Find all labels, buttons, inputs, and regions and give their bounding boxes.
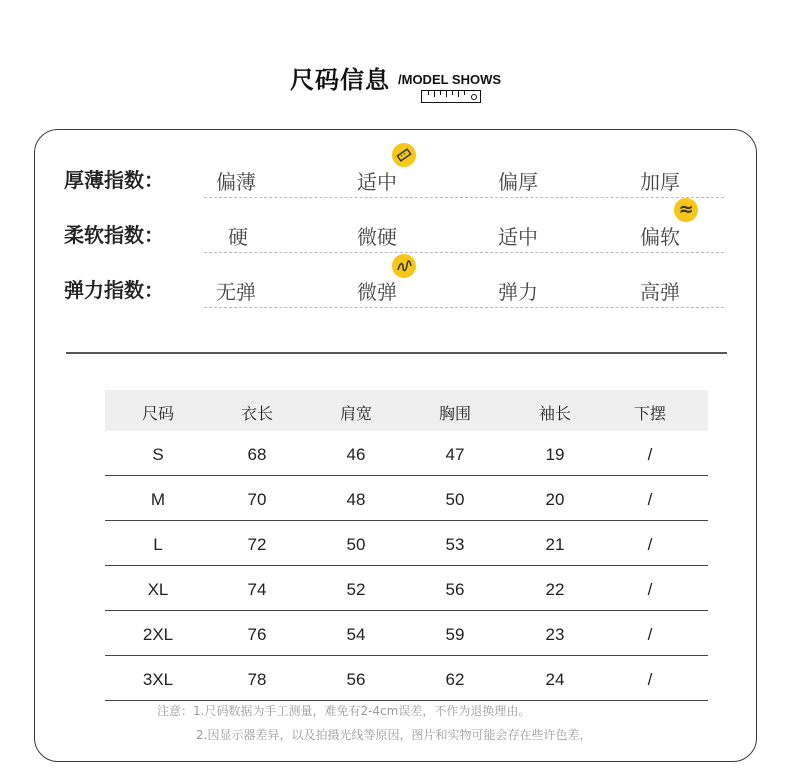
cell-sleeve: 19 [545,445,565,464]
dashed-divider [204,307,724,308]
cell-sleeve: 21 [545,535,565,554]
ruler-badge-icon [392,143,416,167]
table-row [105,431,708,476]
cell-size: 2XL [142,625,174,644]
thickness-option-selected: 适中 [357,170,397,194]
dashed-divider [204,197,724,198]
cell-sleeve: 23 [545,625,565,644]
table-row [105,521,708,566]
header-hem: 下摆 [633,404,666,423]
cell-shoulder: 46 [346,445,366,464]
cell-size: XL [147,580,169,599]
cell-length: 74 [247,580,267,599]
cell-size: M [150,490,166,509]
page-title: 尺码信息 [290,66,390,94]
cell-chest: 62 [445,670,465,689]
header-size: 尺码 [141,404,174,423]
cell-chest: 53 [445,535,465,554]
page-subtitle: /MODEL SHOWS [398,72,502,87]
cell-length: 72 [247,535,267,554]
cell-size: L [153,535,163,554]
table-row [105,476,708,521]
elasticity-option: 高弹 [640,280,680,304]
header-shoulder: 肩宽 [339,404,372,423]
cell-length: 78 [247,670,267,689]
cell-sleeve: 24 [545,670,565,689]
softness-option: 适中 [498,225,538,249]
cell-hem: / [647,580,653,599]
cell-shoulder: 56 [346,670,366,689]
elasticity-index-label: 弹力指数： [64,278,164,302]
cell-shoulder: 54 [346,625,366,644]
cell-size: S [152,445,164,464]
softness-option: 硬 [228,225,248,249]
ruler-icon [421,90,481,103]
page-header [0,58,790,108]
elasticity-option-selected: 微弹 [357,280,397,304]
section-divider [66,352,727,354]
header-sleeve: 袖长 [538,404,571,423]
wave-badge-icon: ≈ [674,198,698,222]
dashed-divider [204,252,724,253]
softness-option-selected: 偏软 [640,225,680,249]
thickness-option: 偏厚 [498,170,538,194]
cell-length: 76 [247,625,267,644]
header-chest: 胸围 [438,404,471,423]
cell-size: 3XL [142,670,174,689]
cell-length: 68 [247,445,267,464]
note-line-2: 2.因显示器差异，以及拍摄光线等原因，图片和实物可能会存在些许色差， [196,728,592,742]
spring-badge-icon [392,254,416,278]
cell-chest: 47 [445,445,465,464]
table-row [105,611,708,656]
elasticity-option: 无弹 [216,280,256,304]
header-length: 衣长 [240,404,273,423]
thickness-index-label: 厚薄指数： [64,168,164,192]
cell-hem: / [647,445,653,464]
cell-hem: / [647,490,653,509]
cell-shoulder: 50 [346,535,366,554]
cell-shoulder: 52 [346,580,366,599]
softness-index-row [0,213,790,257]
cell-hem: / [647,625,653,644]
cell-hem: / [647,535,653,554]
table-row [105,566,708,611]
cell-hem: / [647,670,653,689]
cell-sleeve: 22 [545,580,565,599]
cell-chest: 50 [445,490,465,509]
cell-chest: 59 [445,625,465,644]
softness-option: 微硬 [357,225,397,249]
thickness-option: 偏薄 [216,170,256,194]
cell-shoulder: 48 [346,490,366,509]
thickness-option: 加厚 [640,170,680,194]
table-header [105,390,708,431]
cell-chest: 56 [445,580,465,599]
note-line-1: 注意：1.尺码数据为手工测量，难免有2-4cm误差，不作为退换理由。 [157,704,531,718]
elasticity-option: 弹力 [498,280,538,304]
size-table [105,390,708,701]
table-row [105,656,708,701]
softness-index-label: 柔软指数： [64,223,164,247]
cell-length: 70 [247,490,267,509]
cell-sleeve: 20 [545,490,565,509]
